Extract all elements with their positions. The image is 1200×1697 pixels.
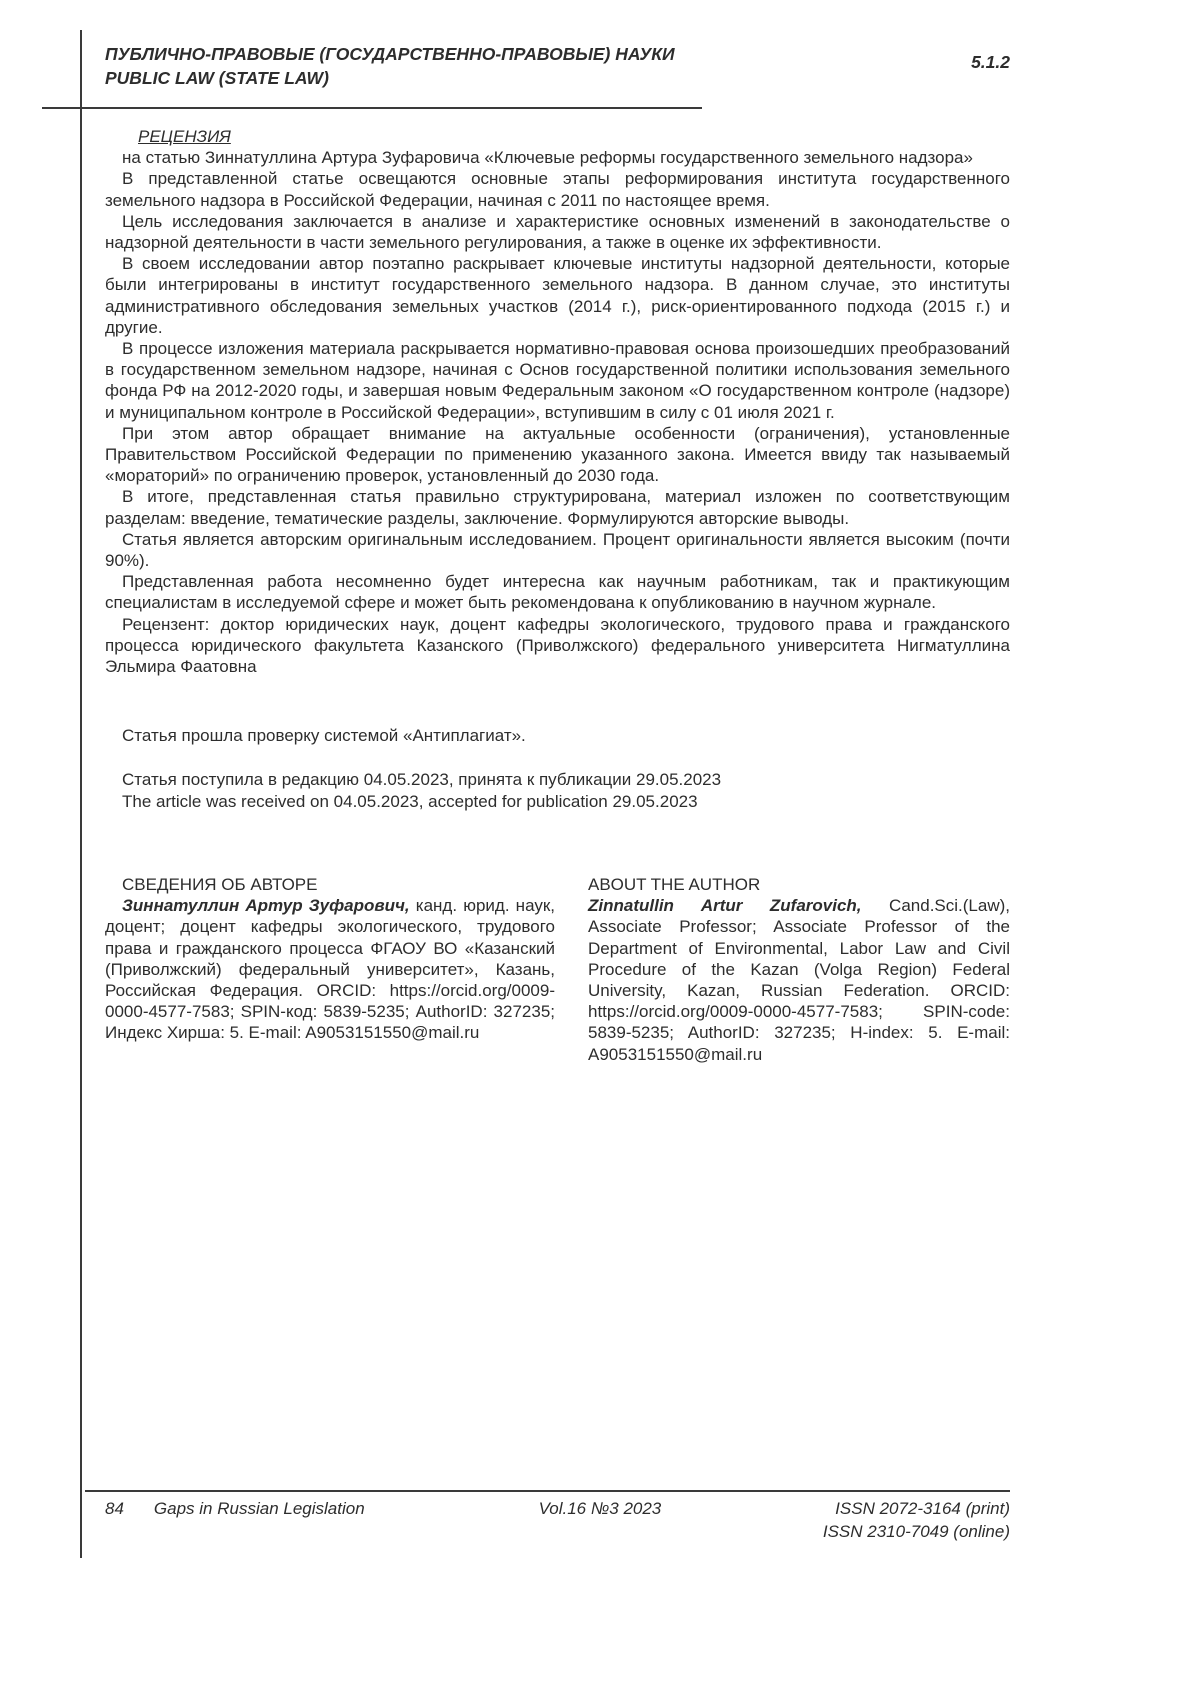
review-paragraph: В представленной статье освещаются основные этапы реформирования института государственного земельного надзора в Российской Федерации, начиная с 2011 по настоящее время. xyxy=(105,169,1010,210)
footer-divider xyxy=(85,1490,1010,1492)
received-date-en: The article was received on 04.05.2023, accepted for publication 29.05.2023 xyxy=(122,791,698,811)
issue-info: Vol.16 №3 2023 xyxy=(538,1499,662,1518)
page-number: 84 xyxy=(105,1499,124,1518)
issn-online: ISSN 2310-7049 (online) xyxy=(822,1522,1010,1541)
author-column-en xyxy=(588,874,1010,1065)
received-date-ru: Статья поступила в редакцию 04.05.2023, принята к публикации 29.05.2023 xyxy=(122,770,722,790)
rubric-en: PUBLIC LAW (STATE LAW) xyxy=(105,68,329,88)
journal-title: Gaps in Russian Legislation xyxy=(153,1499,365,1518)
author-column-ru xyxy=(105,874,555,1065)
page-footer xyxy=(105,1497,1010,1543)
footer-left xyxy=(105,1497,365,1520)
left-margin-rule xyxy=(80,30,82,1558)
author-details-ru: канд. юрид. наук, доцент; доцент кафедры экологического, трудового права и гражданского процесса ФГАОУ ВО «Казанский (Приволжский) федеральный университет», Казань, Российская Федерация. ORCID: https://orcid.org/0009-0000-4577-7583; SPIN-код: 5839-5235; AuthorID: 327235; Индекс Хирша: 5. E-mail: A9053151550@mail.ru xyxy=(105,896,555,1043)
review-paragraph: Статья является авторским оригинальным исследованием. Процент оригинальности является высоким (почти 90%). xyxy=(105,529,1010,571)
issn-print: ISSN 2072-3164 (print) xyxy=(835,1499,1010,1518)
section-rubric xyxy=(105,42,675,90)
page-header xyxy=(105,42,1010,90)
antiplagiat-note: Статья прошла проверку системой «Антиплагиат». xyxy=(122,726,526,746)
review-paragraph: В итоге, представленная статья правильно структурирована, материал изложен по соответствующим разделам: введение, тематические разделы, заключение. Формулируются авторские выводы. xyxy=(105,487,1010,528)
author-heading-en: ABOUT THE AUTHOR xyxy=(588,874,761,894)
author-details-en: Cand.Sci.(Law), Associate Professor; Associate Professor of the Department of Environmental, Labor Law and Civil Procedure of the Kazan (Volga Region) Federal University, Kazan, Russian Federation. ORCID: https://orcid.org/0009-0000-4577-7583; SPIN-code: 5839-5235; AuthorID: 327235; H-index: 5. E-mail: A9053151550@mail.ru xyxy=(588,896,1010,1064)
rubric-ru: ПУБЛИЧНО-ПРАВОВЫЕ (ГОСУДАРСТВЕННО-ПРАВОВЫЕ) НАУКИ xyxy=(105,44,675,64)
review-paragraph: Цель исследования заключается в анализе и характеристике основных изменений в законодательстве о надзорной деятельности в части земельного регулирования, а также в оценке их эффективности. xyxy=(105,211,1010,253)
review-paragraph: В своем исследовании автор поэтапно раскрывает ключевые институты надзорной деятельности, которые были интегрированы в институт государственного земельного надзора. В данном случае, это институты административного обследования земельных участков (2014 г.), риск-ориентированного подхода (2015 г.) и другие. xyxy=(105,254,1010,337)
about-author-section xyxy=(105,874,1010,1065)
review-paragraph: При этом автор обращает внимание на актуальные особенности (ограничения), установленные Правительством Российской Федерации по применению указанного закона. Имеется ввиду так называемый «мораторий» по ограничению проверок, установленный до 2030 года. xyxy=(105,423,1010,486)
author-name-en: Zinnatullin Artur Zufarovich, xyxy=(588,896,862,916)
author-heading-ru: СВЕДЕНИЯ ОБ АВТОРЕ xyxy=(122,874,318,894)
review-title: РЕЦЕНЗИЯ xyxy=(138,127,231,146)
header-divider xyxy=(42,107,702,109)
footer-row xyxy=(105,1497,1010,1520)
author-info-en xyxy=(588,895,1010,1065)
review-paragraph: В процессе изложения материала раскрывается нормативно-правовая основа произошедших преобразований в государственном земельном надзоре, начиная с Основ государственной политики использования земельного фонда РФ на 2012-2020 годы, и завершая новым Федеральным законом «О государственном контроле (надзоре) и муниципальном контроле в Российской Федерации», вступившим в силу с 01 июля 2021 г. xyxy=(105,339,1010,422)
review-subtitle: на статью Зиннатуллина Артура Зуфаровича «Ключевые реформы государственного земельного надзора» xyxy=(122,148,973,168)
author-info-ru xyxy=(105,895,555,1043)
review-paragraph: Представленная работа несомненно будет интересна как научным работникам, так и практикующим специалистам в исследуемой сфере и может быть рекомендована к опубликованию в научном журнале. xyxy=(105,572,1010,613)
author-name-ru: Зиннатуллин Артур Зуфарович, xyxy=(122,896,410,916)
review-paragraph: Рецензент: доктор юридических наук, доцент кафедры экологического, трудового права и гражданского процесса юридического факультета Казанского (Приволжского) федерального университета Нигматуллина Эльмира Фаатовна xyxy=(105,614,1010,677)
main-content xyxy=(105,126,1010,1065)
specialty-code: 5.1.2 xyxy=(971,52,1010,72)
